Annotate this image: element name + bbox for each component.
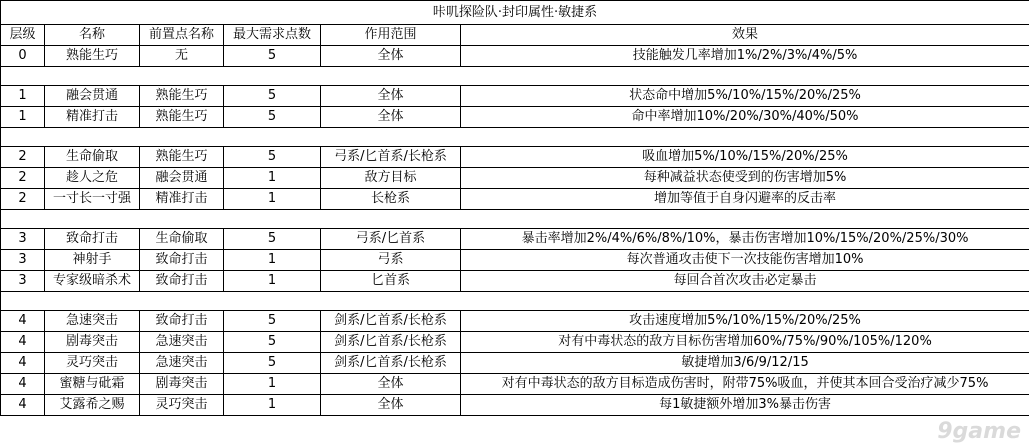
cell-max-points: 5 bbox=[224, 229, 321, 250]
cell-prerequisite: 致命打击 bbox=[140, 271, 224, 292]
spacer-cell bbox=[1, 210, 1029, 229]
table-row bbox=[1, 46, 1029, 67]
cell-name: 熟能生巧 bbox=[45, 46, 140, 67]
table-row bbox=[1, 353, 1029, 374]
cell-name: 融会贯通 bbox=[45, 86, 140, 107]
table-row bbox=[1, 311, 1029, 332]
cell-effect: 暴击率增加2%/4%/6%/8%/10%，暴击伤害增加10%/15%/20%/25%/30% bbox=[461, 229, 1029, 250]
cell-name: 蜜糖与砒霜 bbox=[45, 374, 140, 395]
cell-effect: 每回合首次攻击必定暴击 bbox=[461, 271, 1029, 292]
header-cell-level: 层级 bbox=[1, 25, 45, 46]
table-row bbox=[1, 147, 1029, 168]
cell-scope: 全体 bbox=[321, 107, 461, 128]
spacer-row bbox=[1, 128, 1029, 147]
spacer-row bbox=[1, 292, 1029, 311]
header-cell-effect: 效果 bbox=[461, 25, 1029, 46]
cell-name: 一寸长一寸强 bbox=[45, 189, 140, 210]
cell-scope: 匕首系 bbox=[321, 271, 461, 292]
cell-name: 致命打击 bbox=[45, 229, 140, 250]
cell-prerequisite: 致命打击 bbox=[140, 250, 224, 271]
cell-level: 1 bbox=[1, 86, 45, 107]
cell-prerequisite: 生命偷取 bbox=[140, 229, 224, 250]
cell-level: 2 bbox=[1, 147, 45, 168]
cell-name: 艾露希之赐 bbox=[45, 395, 140, 416]
cell-effect: 每种减益状态使受到的伤害增加5% bbox=[461, 168, 1029, 189]
cell-max-points: 5 bbox=[224, 46, 321, 67]
cell-max-points: 1 bbox=[224, 271, 321, 292]
cell-name: 精准打击 bbox=[45, 107, 140, 128]
cell-prerequisite: 致命打击 bbox=[140, 311, 224, 332]
cell-prerequisite: 熟能生巧 bbox=[140, 147, 224, 168]
spacer-cell bbox=[1, 128, 1029, 147]
cell-effect: 敏捷增加3/6/9/12/15 bbox=[461, 353, 1029, 374]
table-row bbox=[1, 86, 1029, 107]
cell-name: 趁人之危 bbox=[45, 168, 140, 189]
cell-prerequisite: 无 bbox=[140, 46, 224, 67]
cell-max-points: 5 bbox=[224, 353, 321, 374]
cell-prerequisite: 灵巧突击 bbox=[140, 395, 224, 416]
cell-prerequisite: 熟能生巧 bbox=[140, 107, 224, 128]
cell-prerequisite: 熟能生巧 bbox=[140, 86, 224, 107]
cell-max-points: 5 bbox=[224, 107, 321, 128]
cell-name: 生命偷取 bbox=[45, 147, 140, 168]
table-row bbox=[1, 332, 1029, 353]
spacer-cell bbox=[1, 67, 1029, 86]
cell-prerequisite: 精准打击 bbox=[140, 189, 224, 210]
cell-level: 4 bbox=[1, 311, 45, 332]
table-row bbox=[1, 168, 1029, 189]
cell-name: 急速突击 bbox=[45, 311, 140, 332]
cell-level: 3 bbox=[1, 271, 45, 292]
cell-scope: 全体 bbox=[321, 46, 461, 67]
cell-prerequisite: 急速突击 bbox=[140, 332, 224, 353]
spacer-row bbox=[1, 210, 1029, 229]
table-row bbox=[1, 250, 1029, 271]
table-row bbox=[1, 189, 1029, 210]
cell-effect: 状态命中增加5%/10%/15%/20%/25% bbox=[461, 86, 1029, 107]
cell-effect: 技能触发几率增加1%/2%/3%/4%/5% bbox=[461, 46, 1029, 67]
cell-scope: 弓系 bbox=[321, 250, 461, 271]
cell-effect: 每1敏捷额外增加3%暴击伤害 bbox=[461, 395, 1029, 416]
table-row bbox=[1, 229, 1029, 250]
cell-max-points: 5 bbox=[224, 86, 321, 107]
header-row bbox=[1, 25, 1029, 46]
cell-scope: 长枪系 bbox=[321, 189, 461, 210]
header-cell-max-points: 最大需求点数 bbox=[224, 25, 321, 46]
cell-scope: 剑系/匕首系/长枪系 bbox=[321, 311, 461, 332]
header-cell-scope: 作用范围 bbox=[321, 25, 461, 46]
cell-prerequisite: 剧毒突击 bbox=[140, 374, 224, 395]
cell-effect: 对有中毒状态的敌方目标伤害增加60%/75%/90%/105%/120% bbox=[461, 332, 1029, 353]
cell-scope: 剑系/匕首系/长枪系 bbox=[321, 332, 461, 353]
cell-name: 神射手 bbox=[45, 250, 140, 271]
cell-name: 灵巧突击 bbox=[45, 353, 140, 374]
table-title: 咔叽探险队·封印属性·敏捷系 bbox=[1, 1, 1029, 25]
cell-max-points: 5 bbox=[224, 311, 321, 332]
cell-scope: 敌方目标 bbox=[321, 168, 461, 189]
cell-scope: 弓系/匕首系 bbox=[321, 229, 461, 250]
cell-effect: 命中率增加10%/20%/30%/40%/50% bbox=[461, 107, 1029, 128]
header-cell-name: 名称 bbox=[45, 25, 140, 46]
cell-prerequisite: 融会贯通 bbox=[140, 168, 224, 189]
cell-scope: 剑系/匕首系/长枪系 bbox=[321, 353, 461, 374]
cell-effect: 每次普通攻击使下一次技能伤害增加10% bbox=[461, 250, 1029, 271]
cell-level: 4 bbox=[1, 353, 45, 374]
table-row bbox=[1, 374, 1029, 395]
cell-level: 0 bbox=[1, 46, 45, 67]
cell-effect: 攻击速度增加5%/10%/15%/20%/25% bbox=[461, 311, 1029, 332]
cell-level: 4 bbox=[1, 332, 45, 353]
header-cell-prerequisite: 前置点名称 bbox=[140, 25, 224, 46]
watermark-logo: 9game bbox=[937, 419, 1021, 444]
cell-level: 1 bbox=[1, 107, 45, 128]
cell-level: 2 bbox=[1, 168, 45, 189]
cell-scope: 全体 bbox=[321, 374, 461, 395]
cell-level: 3 bbox=[1, 229, 45, 250]
cell-level: 2 bbox=[1, 189, 45, 210]
cell-prerequisite: 急速突击 bbox=[140, 353, 224, 374]
cell-max-points: 1 bbox=[224, 374, 321, 395]
table-title-row bbox=[1, 1, 1029, 25]
cell-max-points: 1 bbox=[224, 250, 321, 271]
table-row bbox=[1, 107, 1029, 128]
cell-effect: 增加等值于自身闪避率的反击率 bbox=[461, 189, 1029, 210]
cell-max-points: 1 bbox=[224, 395, 321, 416]
cell-scope: 全体 bbox=[321, 395, 461, 416]
cell-name: 剧毒突击 bbox=[45, 332, 140, 353]
cell-scope: 全体 bbox=[321, 86, 461, 107]
cell-level: 3 bbox=[1, 250, 45, 271]
cell-max-points: 1 bbox=[224, 189, 321, 210]
cell-level: 4 bbox=[1, 395, 45, 416]
cell-name: 专家级暗杀术 bbox=[45, 271, 140, 292]
cell-max-points: 1 bbox=[224, 168, 321, 189]
cell-level: 4 bbox=[1, 374, 45, 395]
spacer-row bbox=[1, 67, 1029, 86]
spacer-cell bbox=[1, 292, 1029, 311]
cell-effect: 吸血增加5%/10%/15%/20%/25% bbox=[461, 147, 1029, 168]
cell-effect: 对有中毒状态的敌方目标造成伤害时，附带75%吸血，并使其本回合受治疗减少75% bbox=[461, 374, 1029, 395]
table-row bbox=[1, 271, 1029, 292]
table-row bbox=[1, 395, 1029, 416]
cell-max-points: 5 bbox=[224, 147, 321, 168]
cell-max-points: 5 bbox=[224, 332, 321, 353]
cell-scope: 弓系/匕首系/长枪系 bbox=[321, 147, 461, 168]
